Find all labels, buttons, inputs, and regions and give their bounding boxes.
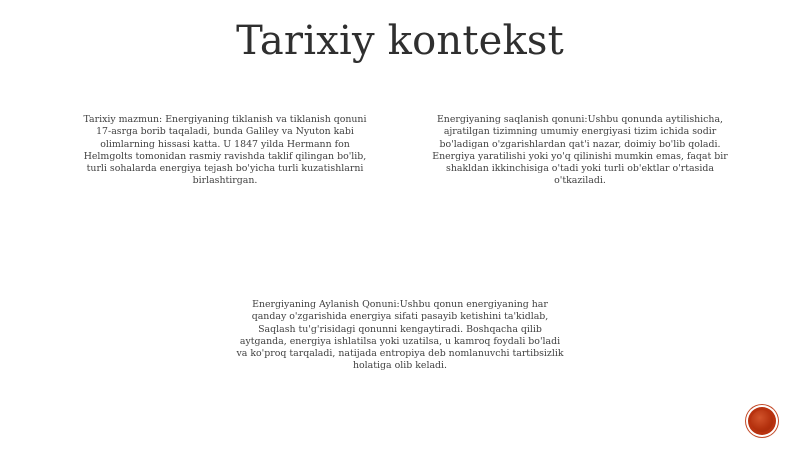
next-slide-circle-icon — [751, 410, 773, 432]
next-slide-button[interactable] — [748, 407, 776, 435]
historical-context-text: Tarixiy mazmun: Energiyaning tiklanish va tiklanish qonuni 17-asrga borib taqaladi, bunda Galiley va Nyuton kabi olimlarning hissasi katta. U 1847 yilda Hermann fon Helmgolts tomonidan rasmiy ravishda taklif qilingan bo'lib, turli sohalarda energiya tejash bo'yicha turli kuzatishlarni birlashtirgan. — [83, 114, 367, 187]
slide-title: Tarixiy kontekst — [236, 18, 564, 64]
energy-transformation-law-text: Energiyaning Aylanish Qonuni:Ushbu qonun energiyaning har qanday o'zgarishida energiya sifati pasayib ketishini ta'kidlab, Saqlash tu'g'risidagi qonunni kengaytiradi. Boshqacha qilib aytganda, energiya ishlatilsa yoki uzatilsa, u kamroq foydali bo'ladi va ko'proq tarqaladi, natijada entropiya deb nomlanuvchi tartibsizlik holatiga olib keladi. — [236, 299, 564, 372]
conservation-law-text: Energiyaning saqlanish qonuni:Ushbu qonunda aytilishicha, ajratilgan tizimning umumiy energiyasi tizim ichida sodir bo'ladigan o'zgarishlardan qat'i nazar, doimiy bo'lib qoladi. Energiya yaratilishi yoki yo'q qilinishi mumkin emas, faqat bir shakldan ikkinchisiga o'tadi yoki turli ob'ektlar o'rtasida o'tkaziladi. — [432, 114, 728, 187]
